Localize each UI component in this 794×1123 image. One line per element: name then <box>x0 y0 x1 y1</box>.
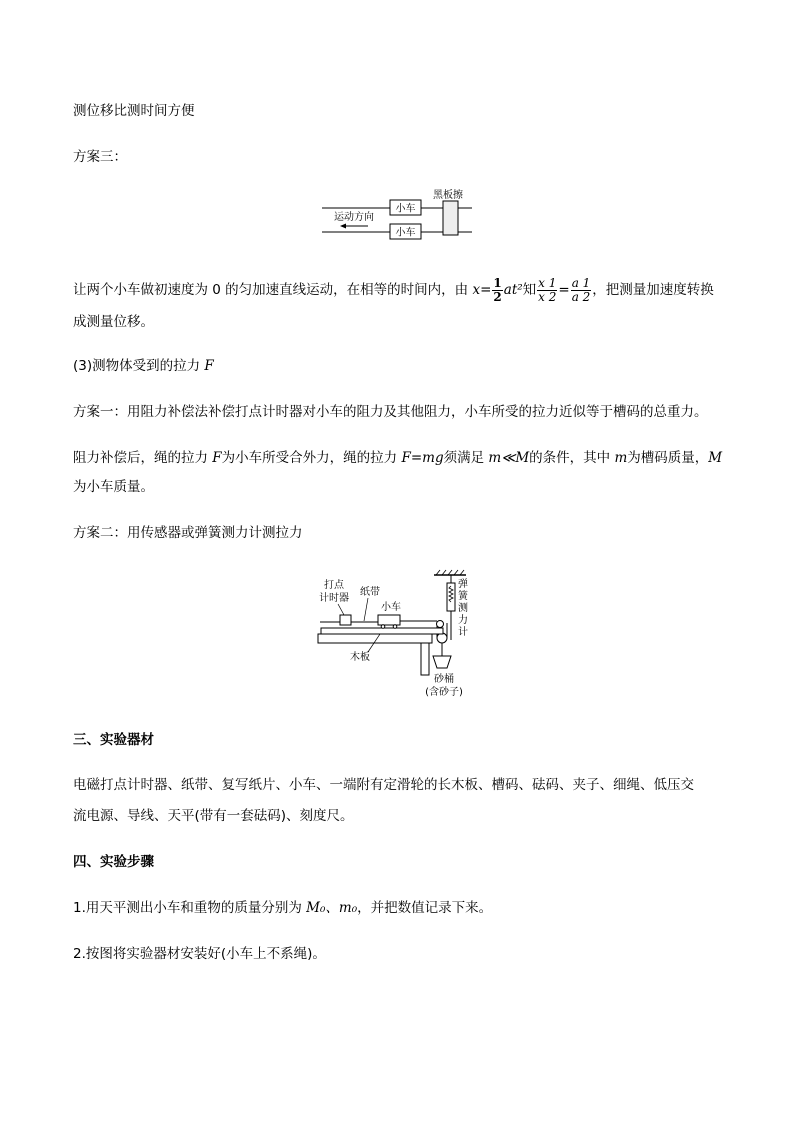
text-line-1: 测位移比测时间方便 <box>73 103 195 119</box>
car-top-label: 小车 <box>395 203 416 215</box>
step-1-post: ，并把数值记录下来。 <box>357 900 493 916</box>
fraction-half <box>492 277 502 304</box>
math-M: M <box>708 450 723 466</box>
text-line-3-pre: 让两个小车做初速度为 0 的匀加速直线运动，在相等的时间内，由 <box>73 282 473 298</box>
fraction-x-den: x 2 <box>538 289 557 304</box>
math-m: m <box>614 450 628 466</box>
text-line-3-post: ，把测量加速度转换 <box>592 282 714 298</box>
fraction-half-den: 2 <box>493 289 502 304</box>
tape-pointer <box>364 598 368 621</box>
eraser <box>443 201 458 235</box>
text-line-4: 成测量位移。 <box>73 314 154 330</box>
section-heading-steps: 四、实验步骤 <box>73 854 154 870</box>
text-line-3-mid: 知 <box>522 282 537 298</box>
text-line-7 <box>73 448 722 468</box>
equipment-line-2: 流电源、导线、天平(带有一套砝码)、刻度尺。 <box>73 808 354 824</box>
text-line-5 <box>73 356 214 376</box>
math-M0-m0: M₀、m₀ <box>306 900 358 916</box>
step-2: 2.按图将实验器材安装好(小车上不系绳)。 <box>73 946 326 962</box>
math-F-eq-mg: F=mg <box>401 450 444 466</box>
sand-bucket <box>433 656 451 668</box>
scheme-two-line: 方案二：用传感器或弹簧测力计测拉力 <box>73 525 303 541</box>
section-heading-equipment: 三、实验器材 <box>73 732 154 748</box>
tape-label: 纸带 <box>360 587 380 598</box>
text-line-3 <box>73 275 714 305</box>
fraction-x-num: x 1 <box>538 275 557 290</box>
spring-label-2: 簧 <box>458 591 468 602</box>
fraction-x <box>537 277 557 304</box>
scheme-three-heading: 方案三： <box>73 149 127 165</box>
step-1-pre: 1.用天平测出小车和重物的质量分别为 <box>73 900 307 916</box>
timer-label-1: 打点 <box>324 580 344 591</box>
text-line-7-b: 为小车所受合外力，绳的拉力 <box>221 450 402 466</box>
math-x-eq: x= <box>472 282 492 298</box>
text-line-7-d: 的条件，其中 <box>529 450 615 466</box>
direction-arrow-head <box>340 224 346 229</box>
step-1 <box>73 898 492 918</box>
math-F: F <box>204 358 214 374</box>
text-line-5-pre: (3)测物体受到的拉力 <box>73 358 205 374</box>
cart-label: 小车 <box>381 602 401 613</box>
scheme-one-line: 方案一：用阻力补偿法补偿打点计时器对小车的阻力及其他阻力，小车所受的拉力近似等于槽码的总重力。 <box>73 404 708 420</box>
wood-board <box>321 628 443 634</box>
bucket-sub-label: (含砂子) <box>425 687 463 698</box>
fraction-a-den: a 2 <box>571 289 591 304</box>
text-line-7-e: 为槽码质量， <box>627 450 709 466</box>
bucket-label: 砂桶 <box>434 674 454 685</box>
spring-label-5: 计 <box>458 627 468 638</box>
equipment-line-1: 电磁打点计时器、纸带、复写纸片、小车、一端附有定滑轮的长木板、槽码、砝码、夹子、细绳、低压交 <box>73 777 694 793</box>
spring-label-1: 弹 <box>458 579 468 590</box>
cart <box>378 615 400 625</box>
timer-pointer <box>338 604 344 615</box>
top-pulley <box>437 621 444 628</box>
eraser-label: 黑板擦 <box>433 190 463 201</box>
timer-label-2: 计时器 <box>319 593 349 604</box>
fraction-a-num: a 1 <box>571 275 591 290</box>
text-line-7-a: 阻力补偿后，绳的拉力 <box>73 450 213 466</box>
spring-label-3: 测 <box>458 603 468 614</box>
direction-label: 运动方向 <box>334 212 374 223</box>
timer <box>340 615 351 625</box>
fraction-a <box>571 277 592 304</box>
spring-label-4: 力 <box>458 615 468 626</box>
math-m-ll-M: m≪M <box>488 450 530 466</box>
math-equals: = <box>558 282 570 298</box>
table-leg <box>421 643 429 675</box>
text-line-7-c: 须满足 <box>443 450 489 466</box>
board-label: 木板 <box>350 652 370 663</box>
figure-two-cars <box>320 186 480 242</box>
cart-wheel-1 <box>381 625 385 629</box>
cart-wheel-2 <box>393 625 397 629</box>
math-at2: at² <box>503 282 523 298</box>
math-F-2: F <box>212 450 222 466</box>
text-line-8: 为小车质量。 <box>73 479 154 495</box>
fraction-half-num: 1 <box>493 275 502 290</box>
car-bottom-label: 小车 <box>395 227 416 239</box>
figure-apparatus <box>316 568 482 700</box>
